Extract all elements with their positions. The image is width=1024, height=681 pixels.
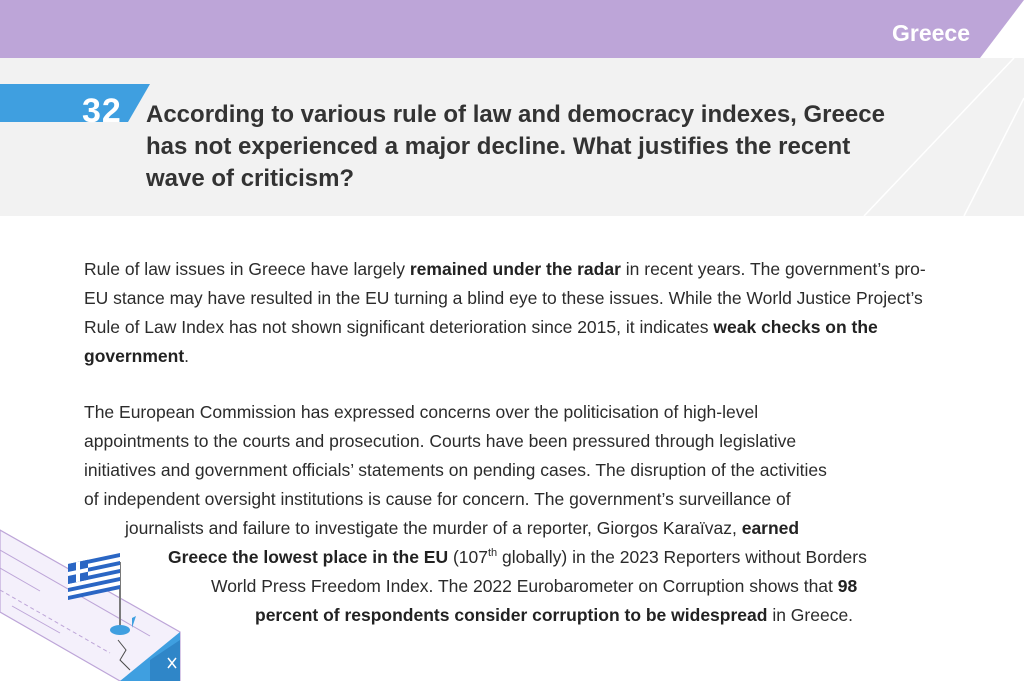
paragraph-2-line: appointments to the courts and prosecution. Courts have been pressured through legislative	[84, 431, 797, 451]
country-label: Greece	[891, 20, 970, 46]
question-number: 32	[82, 92, 122, 130]
paragraph-2-line: percent of respondents consider corruption to be widespread in Greece.	[255, 605, 854, 625]
emphasis-weak-checks: weak checks on the government	[84, 317, 878, 366]
paragraph-2-line: initiatives and government officials’ statements on pending cases. The disruption of the activities	[84, 460, 827, 480]
paragraph-2-line: journalists and failure to investigate the murder of a reporter, Giorgos Karaïvaz, earned	[125, 518, 800, 538]
question-number-tab	[0, 84, 150, 122]
header-corner-cut	[980, 0, 1024, 58]
emphasis-under-radar: remained under the radar	[409, 259, 621, 279]
paragraph-2	[84, 398, 944, 630]
paragraph-2-line: The European Commission has expressed concerns over the politicisation of high-level	[84, 402, 759, 422]
greek-flag-icon	[0, 520, 200, 681]
question-title: According to various rule of law and democracy indexes, Greece has not experienced a major decline. What justifies the recent wave of criticism?	[146, 101, 885, 192]
paragraph-2-line: Greece the lowest place in the EU (107th globally) in the 2023 Reporters without Borders	[168, 547, 867, 567]
paragraph-2-line: World Press Freedom Index. The 2022 Eurobarometer on Corruption shows that 98	[211, 576, 858, 596]
paragraph-2-line: of independent oversight institutions is cause for concern. The government’s surveillance of	[84, 489, 791, 509]
paragraph-1: Rule of law issues in Greece have largely remained under the radar in recent years. The government’s pro-EU stance may have resulted in the EU turning a blind eye to these issues. While the World Justice Project’s Rule of Law Index has not shown significant deterioration since 2015, it indicates weak checks on the government.	[84, 259, 926, 366]
header-band	[0, 0, 1024, 58]
